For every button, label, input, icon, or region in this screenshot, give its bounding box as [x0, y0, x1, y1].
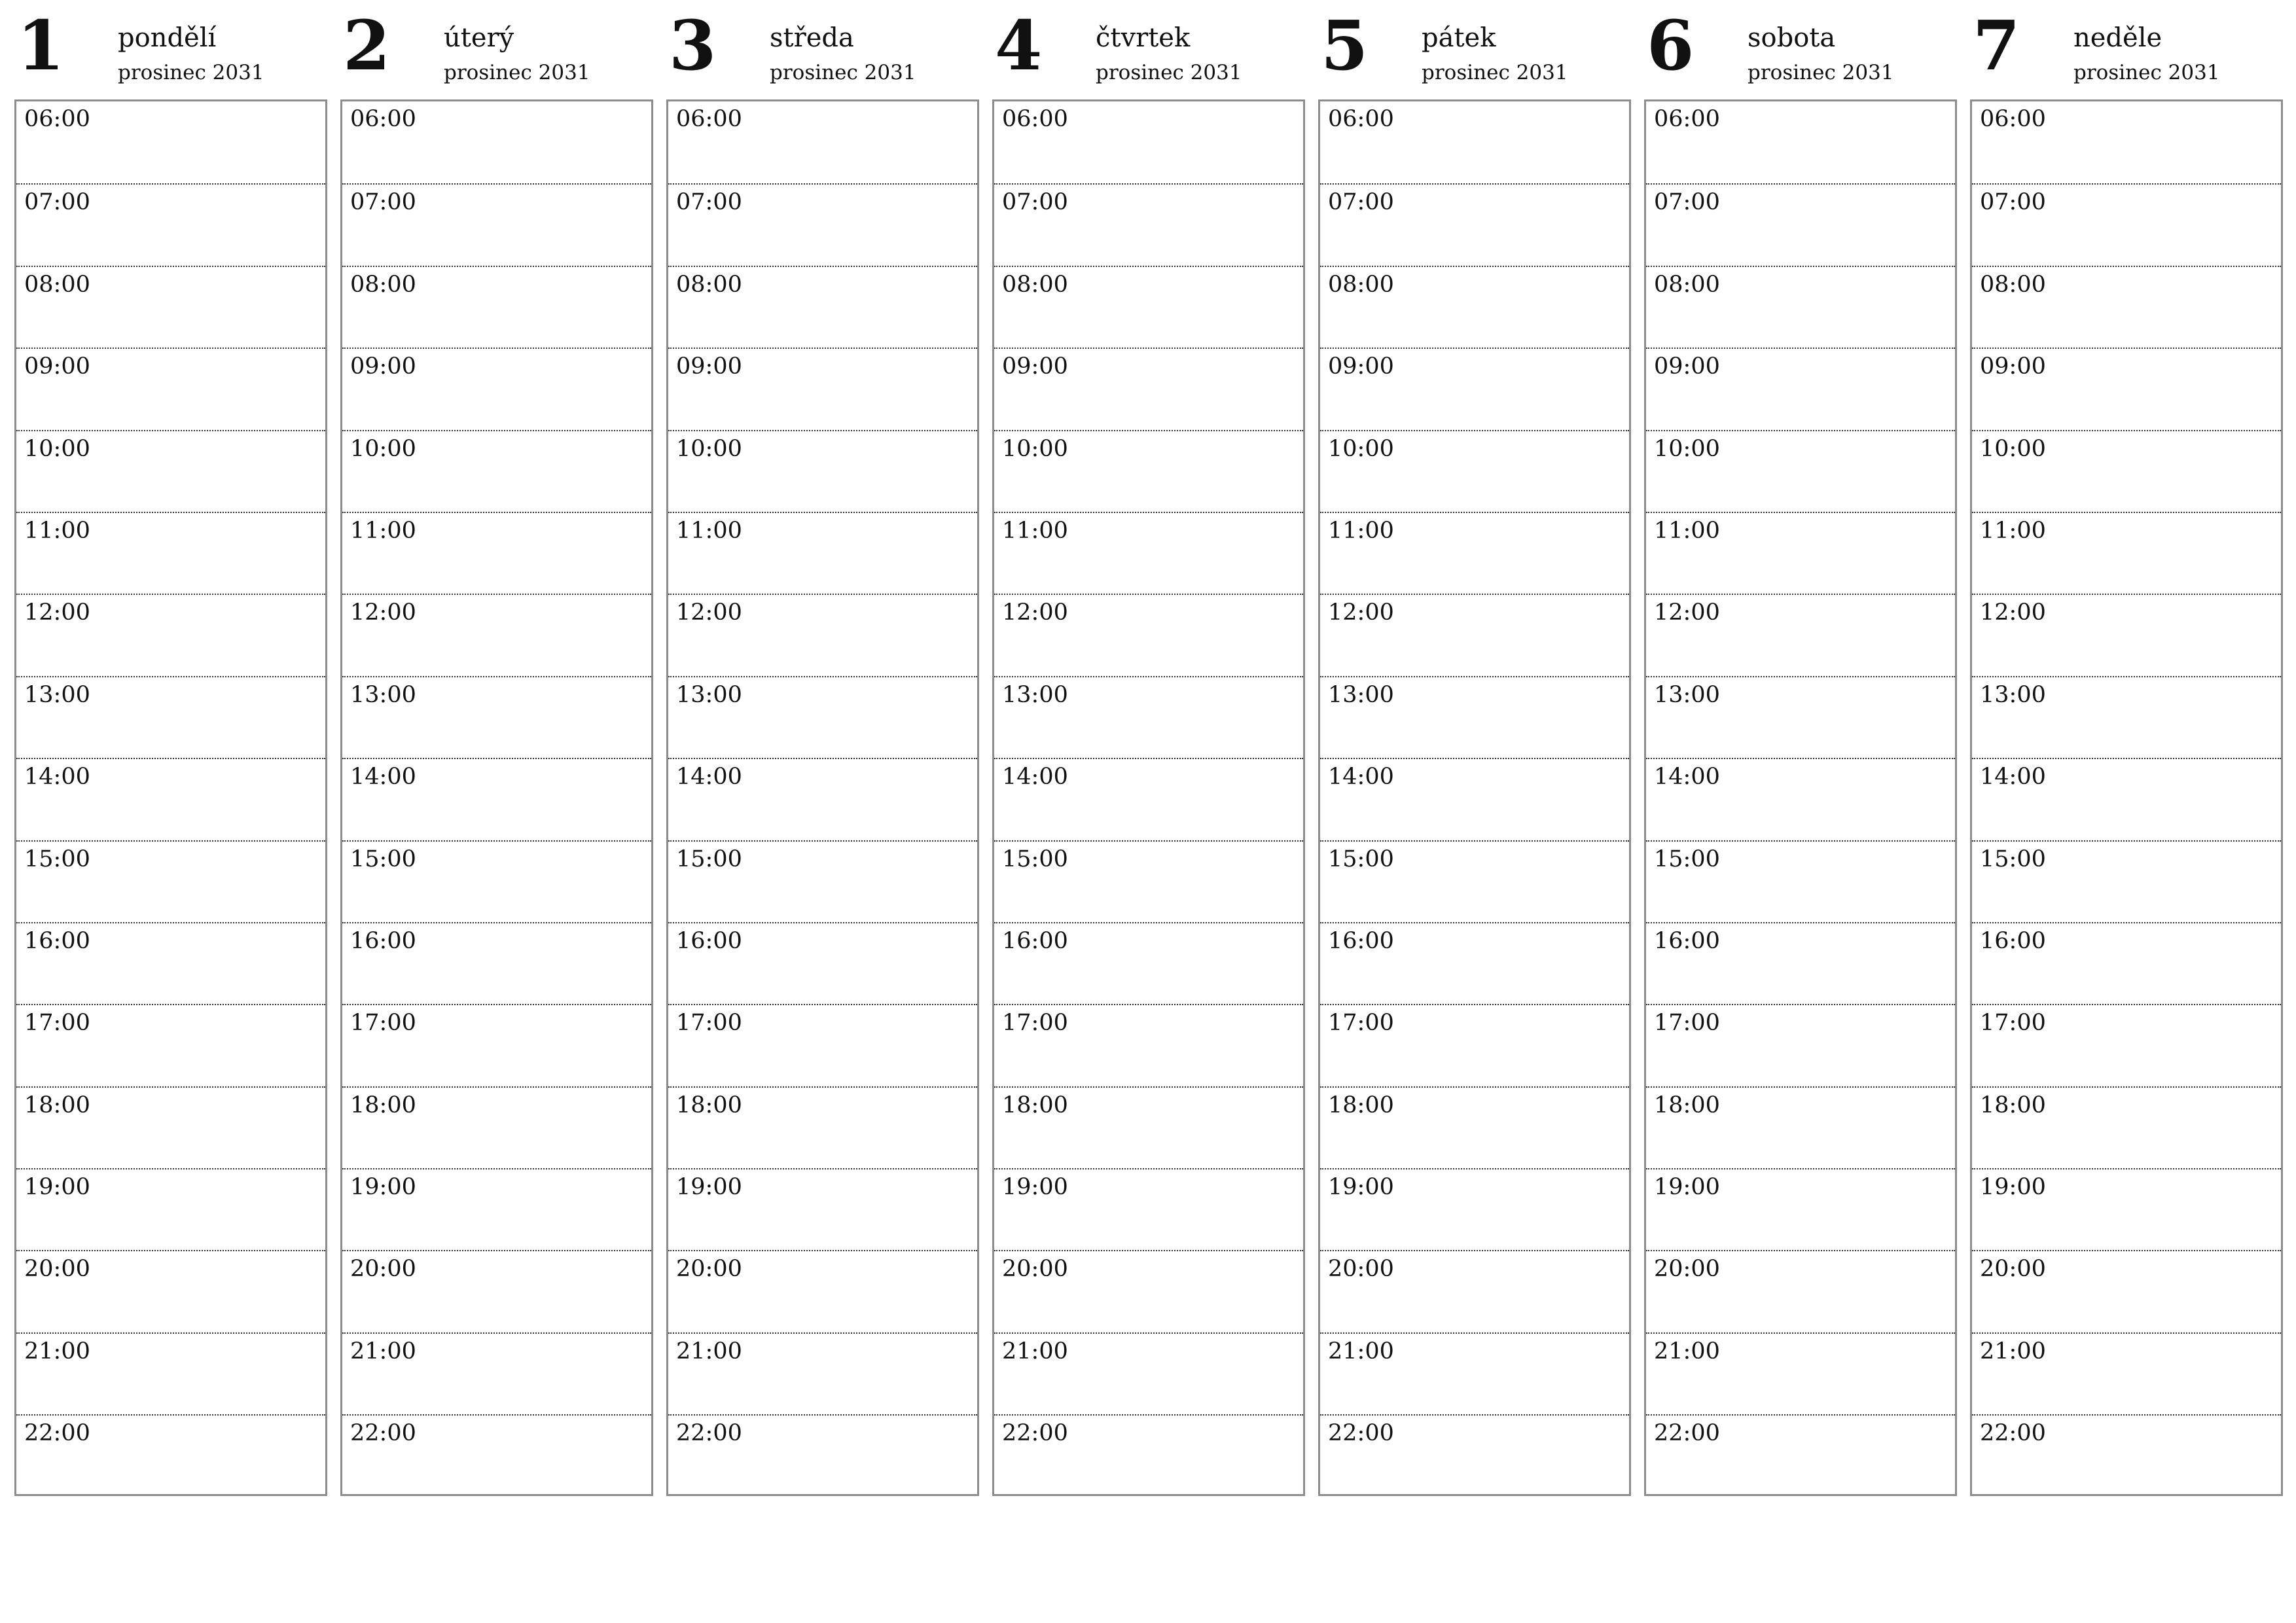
- time-slot[interactable]: [342, 1250, 651, 1332]
- time-slot[interactable]: [668, 676, 977, 758]
- time-label: 08:00: [1002, 271, 1068, 298]
- time-slot[interactable]: [1972, 348, 2281, 429]
- day-schedule-box: [1644, 99, 1957, 1496]
- time-label: 22:00: [350, 1420, 416, 1447]
- day-schedule-box: [14, 99, 327, 1496]
- time-label: 06:00: [350, 106, 416, 132]
- time-slot[interactable]: [994, 266, 1303, 348]
- time-slot[interactable]: [1646, 266, 1955, 348]
- time-label: 14:00: [350, 764, 416, 791]
- time-slot[interactable]: [1646, 758, 1955, 840]
- time-slot[interactable]: [16, 1168, 325, 1250]
- time-slot[interactable]: [668, 1250, 977, 1332]
- time-label: 19:00: [1002, 1174, 1068, 1201]
- time-slot[interactable]: [16, 101, 325, 183]
- time-label: 06:00: [1980, 106, 2046, 132]
- time-label: 12:00: [1002, 599, 1068, 626]
- time-slot[interactable]: [16, 266, 325, 348]
- time-label: 17:00: [24, 1010, 90, 1037]
- time-slot[interactable]: [342, 101, 651, 183]
- time-slot[interactable]: [1972, 840, 2281, 922]
- time-label: 14:00: [1980, 764, 2046, 791]
- time-label: 14:00: [1328, 764, 1394, 791]
- time-label: 18:00: [676, 1092, 742, 1118]
- time-slot[interactable]: [1320, 183, 1629, 265]
- time-label: 13:00: [1654, 681, 1720, 708]
- day-number: 4: [995, 5, 1043, 86]
- time-slot[interactable]: [1646, 1168, 1955, 1250]
- time-label: 11:00: [1002, 517, 1068, 544]
- time-label: 14:00: [676, 764, 742, 791]
- time-slot[interactable]: [1320, 922, 1629, 1004]
- time-label: 07:00: [1980, 189, 2046, 216]
- time-label: 16:00: [1654, 927, 1720, 954]
- day-name: úterý: [444, 23, 514, 53]
- time-slot[interactable]: [994, 1168, 1303, 1250]
- time-label: 12:00: [24, 599, 90, 626]
- time-label: 10:00: [1980, 435, 2046, 462]
- time-label: 16:00: [350, 927, 416, 954]
- time-slot[interactable]: [342, 348, 651, 429]
- time-label: 12:00: [350, 599, 416, 626]
- time-label: 15:00: [24, 846, 90, 872]
- time-label: 08:00: [24, 271, 90, 298]
- time-slot[interactable]: [1320, 1332, 1629, 1414]
- time-label: 18:00: [350, 1092, 416, 1118]
- time-label: 11:00: [1980, 517, 2046, 544]
- day-number: 2: [343, 5, 391, 86]
- time-slot[interactable]: [994, 1332, 1303, 1414]
- time-label: 15:00: [1980, 846, 2046, 872]
- time-label: 17:00: [350, 1010, 416, 1037]
- day-name: středa: [770, 23, 854, 53]
- time-label: 17:00: [1980, 1010, 2046, 1037]
- time-label: 11:00: [24, 517, 90, 544]
- time-slot[interactable]: [16, 594, 325, 675]
- time-slot[interactable]: [1646, 676, 1955, 758]
- time-label: 12:00: [676, 599, 742, 626]
- time-label: 20:00: [1980, 1256, 2046, 1283]
- time-label: 14:00: [1002, 764, 1068, 791]
- day-header: [666, 0, 979, 99]
- day-name: sobota: [1748, 23, 1836, 53]
- time-slot[interactable]: [668, 1086, 977, 1168]
- time-label: 16:00: [1002, 927, 1068, 954]
- day-name: pátek: [1422, 23, 1496, 53]
- time-slot[interactable]: [1646, 840, 1955, 922]
- time-slot[interactable]: [16, 1086, 325, 1168]
- time-label: 16:00: [24, 927, 90, 954]
- time-label: 07:00: [676, 189, 742, 216]
- time-slot[interactable]: [16, 758, 325, 840]
- time-label: 06:00: [24, 106, 90, 132]
- time-label: 08:00: [1654, 271, 1720, 298]
- day-month-label: prosinec 2031: [118, 61, 264, 84]
- time-slot[interactable]: [1320, 676, 1629, 758]
- time-label: 20:00: [350, 1256, 416, 1283]
- time-slot[interactable]: [1320, 1086, 1629, 1168]
- time-label: 20:00: [1328, 1256, 1394, 1283]
- time-label: 07:00: [350, 189, 416, 216]
- time-label: 16:00: [1980, 927, 2046, 954]
- time-slot[interactable]: [342, 1332, 651, 1414]
- time-slot[interactable]: [1320, 1168, 1629, 1250]
- time-slot[interactable]: [668, 512, 977, 594]
- time-label: 15:00: [1654, 846, 1720, 872]
- time-slot[interactable]: [994, 758, 1303, 840]
- day-column: [340, 0, 653, 1447]
- time-slot[interactable]: [994, 1004, 1303, 1086]
- day-month-label: prosinec 2031: [1096, 61, 1242, 84]
- time-slot[interactable]: [1320, 758, 1629, 840]
- time-slot[interactable]: [16, 183, 325, 265]
- time-label: 07:00: [1002, 189, 1068, 216]
- time-slot[interactable]: [994, 594, 1303, 675]
- time-label: 13:00: [350, 681, 416, 708]
- time-label: 22:00: [676, 1420, 742, 1447]
- time-label: 22:00: [1980, 1420, 2046, 1447]
- time-slot[interactable]: [342, 1004, 651, 1086]
- time-label: 21:00: [24, 1338, 90, 1364]
- time-label: 09:00: [24, 353, 90, 380]
- time-slot[interactable]: [342, 512, 651, 594]
- day-name: čtvrtek: [1096, 23, 1191, 53]
- time-label: 17:00: [1328, 1010, 1394, 1037]
- day-header: [340, 0, 653, 99]
- time-label: 13:00: [1980, 681, 2046, 708]
- time-label: 12:00: [1328, 599, 1394, 626]
- time-slot[interactable]: [16, 512, 325, 594]
- time-label: 21:00: [350, 1338, 416, 1364]
- time-label: 11:00: [676, 517, 742, 544]
- time-slot[interactable]: [1972, 266, 2281, 348]
- day-month-label: prosinec 2031: [444, 61, 590, 84]
- time-slot[interactable]: [342, 1414, 651, 1496]
- time-label: 21:00: [1002, 1338, 1068, 1364]
- time-slot[interactable]: [668, 266, 977, 348]
- time-label: 08:00: [1980, 271, 2046, 298]
- time-slot[interactable]: [1972, 512, 2281, 594]
- time-slot[interactable]: [994, 430, 1303, 512]
- time-label: 10:00: [676, 435, 742, 462]
- time-label: 22:00: [1654, 1420, 1720, 1447]
- time-slot[interactable]: [1972, 758, 2281, 840]
- time-label: 16:00: [1328, 927, 1394, 954]
- time-slot[interactable]: [342, 266, 651, 348]
- day-month-label: prosinec 2031: [1422, 61, 1568, 84]
- time-slot[interactable]: [1320, 1250, 1629, 1332]
- time-slot[interactable]: [1972, 430, 2281, 512]
- time-slot[interactable]: [668, 183, 977, 265]
- time-slot[interactable]: [1972, 594, 2281, 675]
- time-label: 07:00: [1654, 189, 1720, 216]
- day-header: [1970, 0, 2283, 99]
- time-label: 20:00: [1654, 1256, 1720, 1283]
- time-label: 13:00: [1328, 681, 1394, 708]
- time-slot[interactable]: [1646, 1004, 1955, 1086]
- time-slot[interactable]: [1972, 1414, 2281, 1496]
- time-slot[interactable]: [994, 1414, 1303, 1496]
- time-label: 20:00: [676, 1256, 742, 1283]
- time-slot[interactable]: [668, 594, 977, 675]
- time-slot[interactable]: [342, 1086, 651, 1168]
- day-column: [1970, 0, 2283, 1447]
- time-label: 10:00: [1328, 435, 1394, 462]
- day-schedule-box: [992, 99, 1305, 1496]
- time-slot[interactable]: [342, 1168, 651, 1250]
- day-column: [14, 0, 327, 1447]
- time-label: 06:00: [1002, 106, 1068, 132]
- time-label: 16:00: [676, 927, 742, 954]
- day-name: pondělí: [118, 23, 217, 53]
- time-slot[interactable]: [668, 922, 977, 1004]
- time-label: 10:00: [24, 435, 90, 462]
- time-slot[interactable]: [1646, 1332, 1955, 1414]
- time-label: 09:00: [350, 353, 416, 380]
- time-label: 15:00: [676, 846, 742, 872]
- time-label: 11:00: [1328, 517, 1394, 544]
- time-label: 09:00: [676, 353, 742, 380]
- time-slot[interactable]: [342, 758, 651, 840]
- time-label: 12:00: [1654, 599, 1720, 626]
- time-label: 22:00: [1002, 1420, 1068, 1447]
- time-label: 18:00: [24, 1092, 90, 1118]
- time-label: 19:00: [1980, 1174, 2046, 1201]
- time-label: 14:00: [24, 764, 90, 791]
- day-number: 6: [1647, 5, 1695, 86]
- day-schedule-box: [666, 99, 979, 1496]
- day-month-label: prosinec 2031: [770, 61, 916, 84]
- time-label: 19:00: [350, 1174, 416, 1201]
- time-slot[interactable]: [1646, 348, 1955, 429]
- time-label: 18:00: [1002, 1092, 1068, 1118]
- time-label: 07:00: [24, 189, 90, 216]
- time-slot[interactable]: [1646, 512, 1955, 594]
- time-slot[interactable]: [1320, 1414, 1629, 1496]
- time-label: 10:00: [1002, 435, 1068, 462]
- time-label: 17:00: [676, 1010, 742, 1037]
- time-slot[interactable]: [342, 676, 651, 758]
- time-label: 06:00: [1654, 106, 1720, 132]
- time-slot[interactable]: [1972, 1004, 2281, 1086]
- time-slot[interactable]: [668, 1414, 977, 1496]
- time-slot[interactable]: [1972, 922, 2281, 1004]
- time-label: 15:00: [350, 846, 416, 872]
- time-slot[interactable]: [994, 512, 1303, 594]
- time-label: 21:00: [1654, 1338, 1720, 1364]
- day-schedule-box: [340, 99, 653, 1496]
- day-schedule-box: [1970, 99, 2283, 1496]
- day-header: [1318, 0, 1631, 99]
- time-slot[interactable]: [16, 1004, 325, 1086]
- time-label: 19:00: [676, 1174, 742, 1201]
- time-label: 19:00: [1328, 1174, 1394, 1201]
- time-slot[interactable]: [1646, 1086, 1955, 1168]
- time-slot[interactable]: [1646, 430, 1955, 512]
- time-slot[interactable]: [668, 840, 977, 922]
- time-slot[interactable]: [1646, 1250, 1955, 1332]
- time-slot[interactable]: [16, 1414, 325, 1496]
- day-month-label: prosinec 2031: [2073, 61, 2220, 84]
- time-label: 17:00: [1654, 1010, 1720, 1037]
- time-label: 21:00: [1980, 1338, 2046, 1364]
- time-slot[interactable]: [16, 1332, 325, 1414]
- time-label: 19:00: [24, 1174, 90, 1201]
- time-slot[interactable]: [1646, 183, 1955, 265]
- time-label: 12:00: [1980, 599, 2046, 626]
- time-label: 18:00: [1654, 1092, 1720, 1118]
- time-label: 20:00: [24, 1256, 90, 1283]
- time-slot[interactable]: [668, 1168, 977, 1250]
- time-slot[interactable]: [1320, 348, 1629, 429]
- time-label: 08:00: [1328, 271, 1394, 298]
- time-slot[interactable]: [1320, 594, 1629, 675]
- day-month-label: prosinec 2031: [1748, 61, 1894, 84]
- time-label: 09:00: [1002, 353, 1068, 380]
- time-label: 21:00: [676, 1338, 742, 1364]
- time-label: 15:00: [1328, 846, 1394, 872]
- day-number: 5: [1321, 5, 1369, 86]
- time-slot[interactable]: [994, 840, 1303, 922]
- time-slot[interactable]: [342, 594, 651, 675]
- time-label: 09:00: [1654, 353, 1720, 380]
- time-slot[interactable]: [1972, 183, 2281, 265]
- day-number: 1: [17, 5, 65, 86]
- time-slot[interactable]: [994, 348, 1303, 429]
- time-slot[interactable]: [994, 183, 1303, 265]
- time-slot[interactable]: [1972, 1250, 2281, 1332]
- time-slot[interactable]: [342, 183, 651, 265]
- time-slot[interactable]: [668, 348, 977, 429]
- time-slot[interactable]: [668, 758, 977, 840]
- time-label: 21:00: [1328, 1338, 1394, 1364]
- time-slot[interactable]: [16, 676, 325, 758]
- day-schedule-box: [1318, 99, 1631, 1496]
- time-slot[interactable]: [994, 101, 1303, 183]
- time-slot[interactable]: [1972, 676, 2281, 758]
- time-slot[interactable]: [342, 840, 651, 922]
- time-label: 11:00: [1654, 517, 1720, 544]
- time-slot[interactable]: [1320, 430, 1629, 512]
- time-slot[interactable]: [668, 1004, 977, 1086]
- time-slot[interactable]: [1320, 1004, 1629, 1086]
- time-slot[interactable]: [1972, 101, 2281, 183]
- time-label: 06:00: [676, 106, 742, 132]
- time-label: 11:00: [350, 517, 416, 544]
- time-label: 22:00: [24, 1420, 90, 1447]
- time-slot[interactable]: [1646, 1414, 1955, 1496]
- day-column: [666, 0, 979, 1447]
- time-label: 17:00: [1002, 1010, 1068, 1037]
- time-label: 09:00: [1328, 353, 1394, 380]
- day-column: [992, 0, 1305, 1447]
- time-slot[interactable]: [342, 430, 651, 512]
- time-slot[interactable]: [994, 1086, 1303, 1168]
- time-slot[interactable]: [668, 430, 977, 512]
- day-column: [1318, 0, 1631, 1447]
- time-label: 08:00: [350, 271, 416, 298]
- time-slot[interactable]: [16, 430, 325, 512]
- time-slot[interactable]: [16, 1250, 325, 1332]
- time-label: 13:00: [676, 681, 742, 708]
- time-slot[interactable]: [668, 101, 977, 183]
- day-header: [14, 0, 327, 99]
- time-label: 07:00: [1328, 189, 1394, 216]
- time-slot[interactable]: [994, 1250, 1303, 1332]
- time-label: 10:00: [1654, 435, 1720, 462]
- day-header: [1644, 0, 1957, 99]
- time-slot[interactable]: [1972, 1332, 2281, 1414]
- time-slot[interactable]: [1320, 266, 1629, 348]
- time-label: 18:00: [1980, 1092, 2046, 1118]
- time-slot[interactable]: [1320, 840, 1629, 922]
- time-slot[interactable]: [1646, 101, 1955, 183]
- time-label: 18:00: [1328, 1092, 1394, 1118]
- time-slot[interactable]: [994, 676, 1303, 758]
- time-label: 13:00: [24, 681, 90, 708]
- time-slot[interactable]: [1320, 512, 1629, 594]
- time-label: 22:00: [1328, 1420, 1394, 1447]
- time-label: 13:00: [1002, 681, 1068, 708]
- time-label: 19:00: [1654, 1174, 1720, 1201]
- time-slot[interactable]: [1646, 922, 1955, 1004]
- time-label: 09:00: [1980, 353, 2046, 380]
- time-slot[interactable]: [994, 922, 1303, 1004]
- time-slot[interactable]: [668, 1332, 977, 1414]
- day-number: 3: [669, 5, 717, 86]
- time-label: 20:00: [1002, 1256, 1068, 1283]
- day-number: 7: [1973, 5, 2020, 86]
- time-slot[interactable]: [1320, 101, 1629, 183]
- time-slot[interactable]: [16, 840, 325, 922]
- day-name: neděle: [2073, 23, 2162, 53]
- time-label: 06:00: [1328, 106, 1394, 132]
- time-slot[interactable]: [342, 922, 651, 1004]
- time-label: 15:00: [1002, 846, 1068, 872]
- time-slot[interactable]: [16, 922, 325, 1004]
- day-header: [992, 0, 1305, 99]
- time-label: 08:00: [676, 271, 742, 298]
- time-slot[interactable]: [1646, 594, 1955, 675]
- time-slot[interactable]: [1972, 1086, 2281, 1168]
- time-label: 10:00: [350, 435, 416, 462]
- time-slot[interactable]: [16, 348, 325, 429]
- day-column: [1644, 0, 1957, 1447]
- time-label: 14:00: [1654, 764, 1720, 791]
- time-slot[interactable]: [1972, 1168, 2281, 1250]
